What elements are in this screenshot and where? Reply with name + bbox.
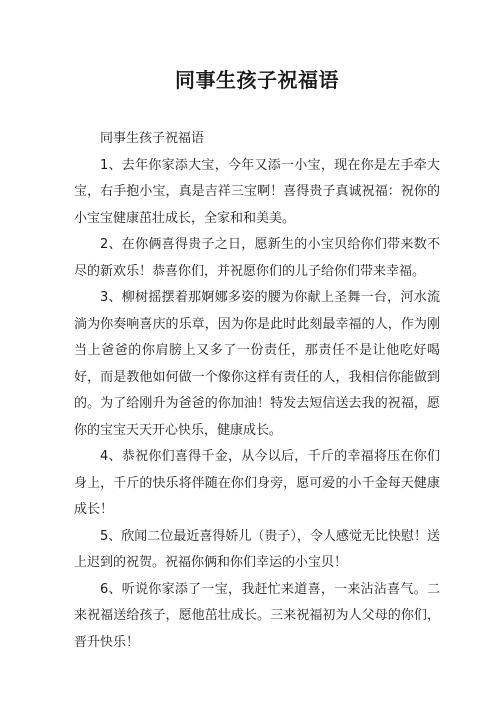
blessing-paragraph-1: 1、去年你家添大宝，今年又添一小宝，现在你是左手牵大宝，右手抱小宝，真是吉祥三宝啊！喜得贵子真诚祝福：祝你的小宝宝健康茁壮成长，全家和和美美。 <box>74 157 440 226</box>
blessing-paragraph-2: 2、在你俩喜得贵子之日，愿新生的小宝贝给你们带来数不尽的新欢乐！恭喜你们，并祝愿你们的儿子给你们带来幸福。 <box>74 237 440 279</box>
blessing-paragraph-3: 3、柳树摇摆着那婀娜多姿的腰为你献上圣舞一台，河水流淌为你奏响喜庆的乐章，因为你是此时此刻最幸福的人，作为刚当上爸爸的你肩膀上又多了一份责任，那责任不是让他吃好喝好，而是教他如何做一个像你这样有责任的人，我相信你能做到的。为了给刚升为爸爸的你加油！特发去短信送去我的祝福，愿你的宝宝天天开心快乐，健康成长。 <box>74 290 440 438</box>
blessing-paragraph-4: 4、恭祝你们喜得千金，从今以后，千斤的幸福将压在你们身上，千斤的快乐将伴随在你们身旁，愿可爱的小千金每天健康成长！ <box>74 449 440 517</box>
blessing-paragraph-5: 5、欣闻二位最近喜得娇儿（贵子），令人感觉无比快慰！送上迟到的祝贺。祝福你俩和你们幸运的小宝贝！ <box>74 528 440 570</box>
document-body <box>74 126 440 656</box>
document-subtitle: 同事生孩子祝福语 <box>100 131 205 146</box>
blessing-paragraph-6: 6、听说你家添了一宝，我赶忙来道喜，一来沾沾喜气。二来祝福送给孩子，愿他茁壮成长。三来祝福初为人父母的你们，晋升快乐！ <box>74 581 440 650</box>
document-title: 同事生孩子祝福语 <box>175 68 339 92</box>
